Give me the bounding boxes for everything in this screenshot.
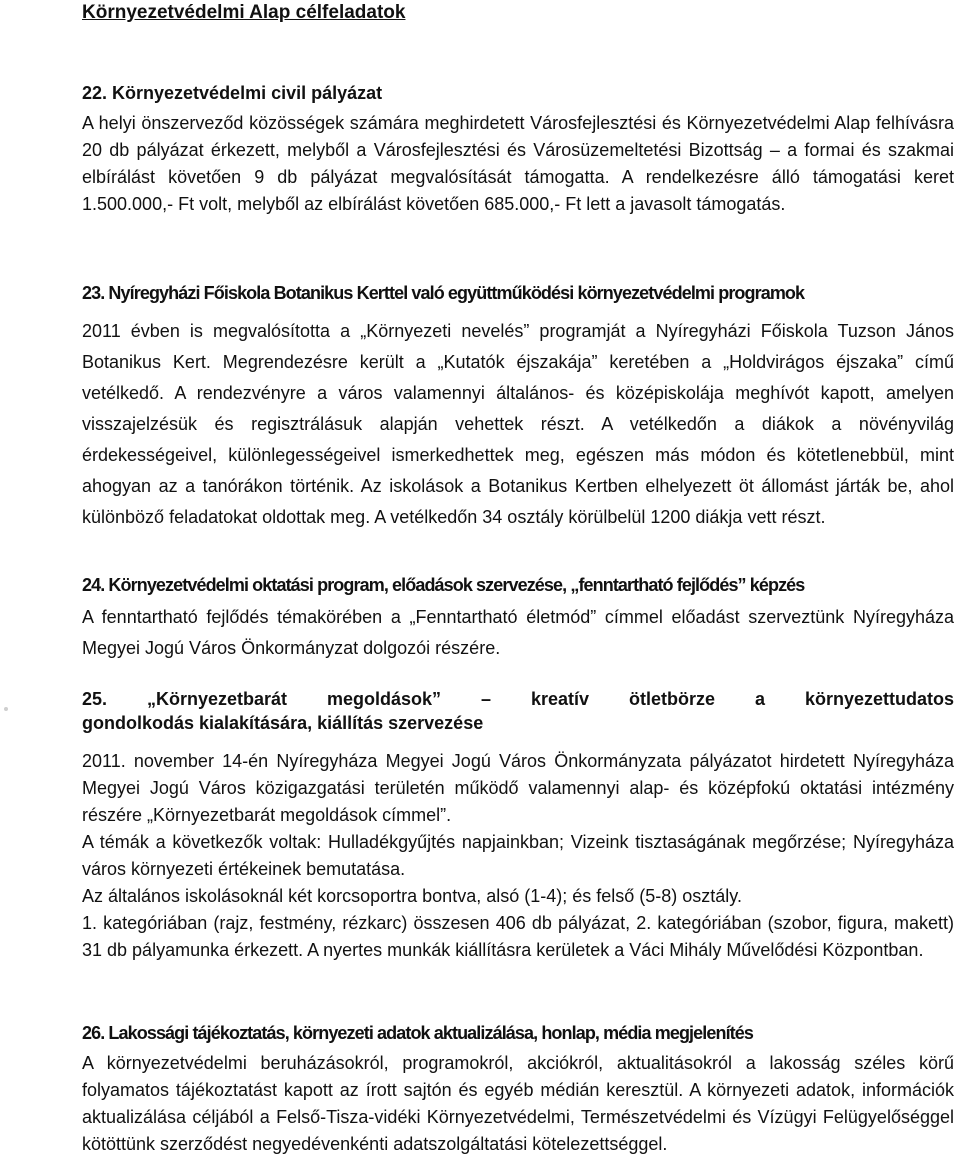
section-24 [82, 572, 954, 664]
scan-dot [4, 707, 8, 711]
section-26-paragraph: A környezetvédelmi beruházásokról, programokról, akciókról, aktualitásokról a lakosság széles körű folyamatos tájékoztatást kapott az írott sajtón és egyéb médián keresztül. A környezeti adatok, információk aktualizálása céljából a Felső-Tisza-vidéki Környezetvédelmi, Természetvédelmi és Vízügyi Felügyelőséggel kötöttünk szerződést negyedévenkénti adatszolgáltatási kötelezettséggel. [82, 1053, 954, 1154]
section-26 [82, 1020, 954, 1158]
section-24-heading: 24. Környezetvédelmi oktatási program, előadások szervezése, „fenntartható fejlődés” képzés [82, 575, 805, 595]
section-26-heading: 26. Lakossági tájékoztatás, környezeti adatok aktualizálása, honlap, média megjelenítés [82, 1023, 753, 1043]
section-24-paragraph: A fenntartható fejlődés témakörében a „Fenntartható életmód” címmel előadást szerveztünk Nyíregyháza Megyei Jogú Város Önkormányzat dolgozói részére. [82, 607, 954, 658]
section-23-paragraph: 2011 évben is megvalósította a „Környezeti nevelés” programját a Nyíregyházi Főiskola Tuzson János Botanikus Kert. Megrendezésre került a „Kutatók éjszakája” keretében a „Holdvirágos éjszaka” című vetélkedő. A rendezvényre a város valamennyi általános- és középiskolája meghívót kapott, amelyen visszajelzésük és regisztrálásuk alapján vehettek részt. A vetélkedőn a diákok a növényvilág érdekességeivel, különlegességeivel ismerkedhettek meg, egészen más módon és kötetlenebbül, mint ahogyan az a tanórákon történik. Az iskolások a Botanikus Kertben elhelyezett öt állomást járták be, ahol különböző feladatokat oldottak meg. A vetélkedőn 34 osztály körülbelül 1200 diákja vett részt. [82, 321, 954, 527]
section-25-paragraph-3: Az általános iskolásoknál két korcsoportra bontva, alsó (1-4); és felső (5-8) osztály. [82, 886, 742, 906]
section-23 [82, 280, 954, 533]
page-title: Környezetvédelmi Alap célfeladatok [82, 2, 406, 23]
section-22-heading: 22. Környezetvédelmi civil pályázat [82, 83, 383, 103]
section-23-heading: 23. Nyíregyházi Főiskola Botanikus Kerttel való együttműködési környezetvédelmi programok [82, 283, 805, 303]
section-25-heading-line2: gondolkodás kialakítására, kiállítás szervezése [82, 713, 484, 733]
section-22-paragraph: A helyi önszerveződ közösségek számára meghirdetett Városfejlesztési és Környezetvédelmi Alap felhívásra 20 db pályázat érkezett, melyből a Városfejlesztési és Városüzemeltetési Bizottság – a formai és szakmai elbírálást követően 9 db pályázat megvalósítását támogatta. A rendelkezésre álló támogatási keret 1.500.000,- Ft volt, melyből az elbírálást követően 685.000,- Ft lett a javasolt támogatás. [82, 113, 954, 214]
section-25-paragraph-2: A témák a következők voltak: Hulladékgyűjtés napjainkban; Vizeink tisztaságának megőrzése; Nyíregyháza város környezeti értékeinek bemutatása. [82, 832, 954, 879]
section-25-heading-line1: 25. „Környezetbarát megoldások” – kreatív ötletbörze a környezettudatos [82, 689, 954, 709]
section-25-paragraph-1: 2011. november 14-én Nyíregyháza Megyei Jogú Város Önkormányzata pályázatot hirdetett Nyíregyháza Megyei Jogú Város közigazgatási területén működő valamennyi alap- és középfokú oktatási intézmény részére „Környezetbarát megoldások címmel”. [82, 751, 954, 825]
section-22 [82, 80, 954, 218]
section-25-paragraph-4: 1. kategóriában (rajz, festmény, rézkarc) összesen 406 db pályázat, 2. kategóriában (szobor, figura, makett) 31 db pályamunka érkezett. A nyertes munkák kiállításra kerületek a Váci Mihály Művelődési Központban. [82, 913, 954, 960]
section-25 [82, 686, 954, 964]
